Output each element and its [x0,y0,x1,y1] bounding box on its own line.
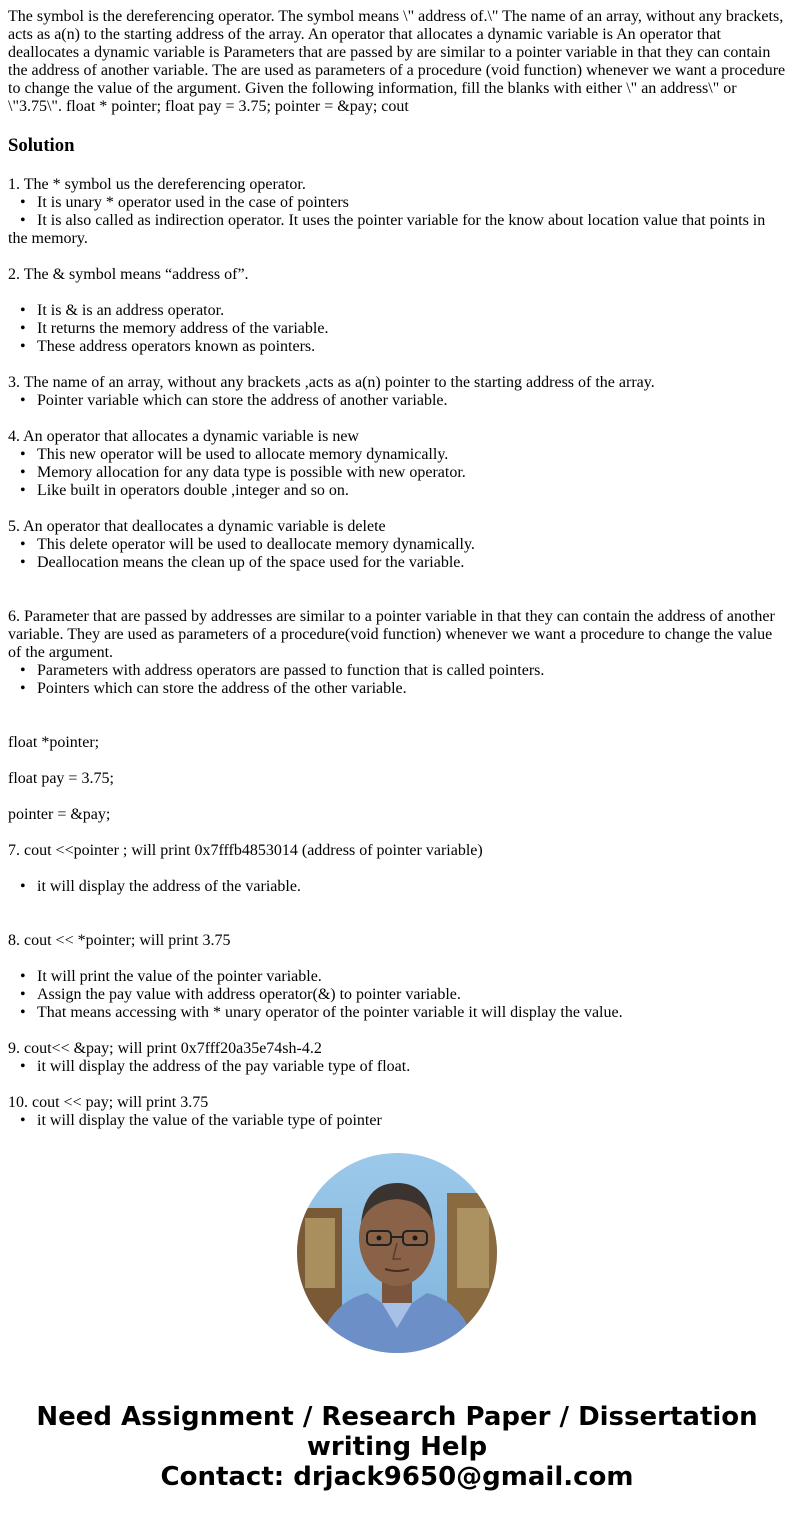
bullet-icon: • [20,968,26,985]
footer-contact-email[interactable]: Contact: drjack9650@gmail.com [160,1462,634,1492]
bullet-item: • It is also called as indirection operator. It uses the pointer variable for the know about location value that points in the memory. [8,212,766,247]
bullet-icon: • [20,212,26,229]
bullet-item: • Memory allocation for any data type is possible with new operator. [20,464,466,481]
answer-title: 4. An operator that allocates a dynamic variable is new [8,428,359,445]
bullet-icon: • [20,1058,26,1075]
bullet-item: • it will display the address of the variable. [20,878,301,895]
answer-item-3 [8,374,786,410]
bullet-icon: • [20,554,26,571]
answer-title: 1. The * symbol us the dereferencing operator. [8,176,306,193]
bullet-item: • It will print the value of the pointer variable. [20,968,322,985]
bullet-icon: • [20,482,26,499]
bullet-icon: • [20,662,26,679]
answer-item-4 [8,428,786,500]
answer-item-2 [8,266,786,356]
footer-line-1: Need Assignment / Research Paper / Dissertation [36,1402,758,1432]
bullet-icon: • [20,1112,26,1129]
answer-item-9 [8,1040,786,1076]
answer-item-6 [8,608,786,698]
bullet-icon: • [20,302,26,319]
bullet-item: • Pointer variable which can store the address of another variable. [20,392,448,409]
code-line: float pay = 3.75; [8,770,114,787]
solution-heading: Solution [8,135,75,156]
bullet-icon: • [20,464,26,481]
bullet-icon: • [20,320,26,337]
footer-line-2: writing Help [306,1432,488,1462]
answer-item-5 [8,518,786,572]
bullet-item: • These address operators known as pointers. [20,338,316,355]
bullet-item: • It is unary * operator used in the case of pointers [20,194,349,211]
bullet-icon: • [20,1004,26,1021]
bullet-item: • It returns the memory address of the variable. [20,320,329,337]
tutor-avatar [297,1153,497,1353]
answer-item-10 [8,1094,786,1130]
answer-title: 9. cout<< &pay; will print 0x7fff20a35e74sh-4.2 [8,1040,322,1057]
bullet-item: • Deallocation means the clean up of the space used for the variable. [20,554,465,571]
answer-title: 7. cout <<pointer ; will print 0x7fffb4853014 (address of pointer variable) [8,842,483,859]
bullet-item: • That means accessing with * unary operator of the pointer variable it will display the value. [20,1004,623,1021]
bullet-item: • Assign the pay value with address operator(&) to pointer variable. [20,986,461,1003]
answer-title: 3. The name of an array, without any brackets ,acts as a(n) pointer to the starting address of the array. [8,374,655,391]
answer-title: 10. cout << pay; will print 3.75 [8,1094,209,1111]
bullet-icon: • [20,536,26,553]
bullet-item: • It is & is an address operator. [20,302,225,319]
answer-item-1 [8,176,786,248]
bullet-item: • Like built in operators double ,integer and so on. [20,482,349,499]
bullet-item: • Parameters with address operators are passed to function that is called pointers. [20,662,545,679]
bullet-item: • This new operator will be used to allocate memory dynamically. [20,446,449,463]
answer-title: 2. The & symbol means “address of”. [8,266,249,283]
question-text: The symbol is the dereferencing operator. The symbol means \" address of.\" The name of an array, without any brackets, acts as a(n) to the starting address of the array. An operator that allocates a dynamic variable is An operator that deallocates a dynamic variable is Parameters that are passed by are similar to a pointer variable in that they can contain the address of another variable. The are used as parameters of a procedure (void function) whenever we want a procedure to change the value of the argument. Given the following information, fill the blanks with either \" an address\" or \"3.75\". float * pointer; float pay = 3.75; pointer = &pay; cout [8,8,786,115]
code-line: float *pointer; [8,734,100,751]
bullet-icon: • [20,986,26,1003]
footer-contact [0,1402,794,1492]
answer-title: 8. cout << *pointer; will print 3.75 [8,932,231,949]
bullet-item: • it will display the address of the pay variable type of float. [20,1058,411,1075]
code-line: pointer = &pay; [8,806,111,823]
code-block [8,734,786,824]
bullet-item: • it will display the value of the variable type of pointer [20,1112,382,1129]
bullet-icon: • [20,446,26,463]
answer-title: 6. Parameter that are passed by addresses are similar to a pointer variable in that they can contain the address of another variable. They are used as parameters of a procedure(void function) whenever we want a procedure to change the value of the argument. [8,608,775,661]
bullet-icon: • [20,194,26,211]
bullet-item: • This delete operator will be used to deallocate memory dynamically. [20,536,475,553]
bullet-icon: • [20,338,26,355]
answer-title: 5. An operator that deallocates a dynamic variable is delete [8,518,386,535]
bullet-icon: • [20,392,26,409]
bullet-icon: • [20,680,26,697]
tutor-portrait-icon [297,1153,497,1353]
bullet-item: • Pointers which can store the address of the other variable. [20,680,407,697]
answer-item-7 [8,842,786,896]
answer-item-8 [8,932,786,1022]
bullet-icon: • [20,878,26,895]
